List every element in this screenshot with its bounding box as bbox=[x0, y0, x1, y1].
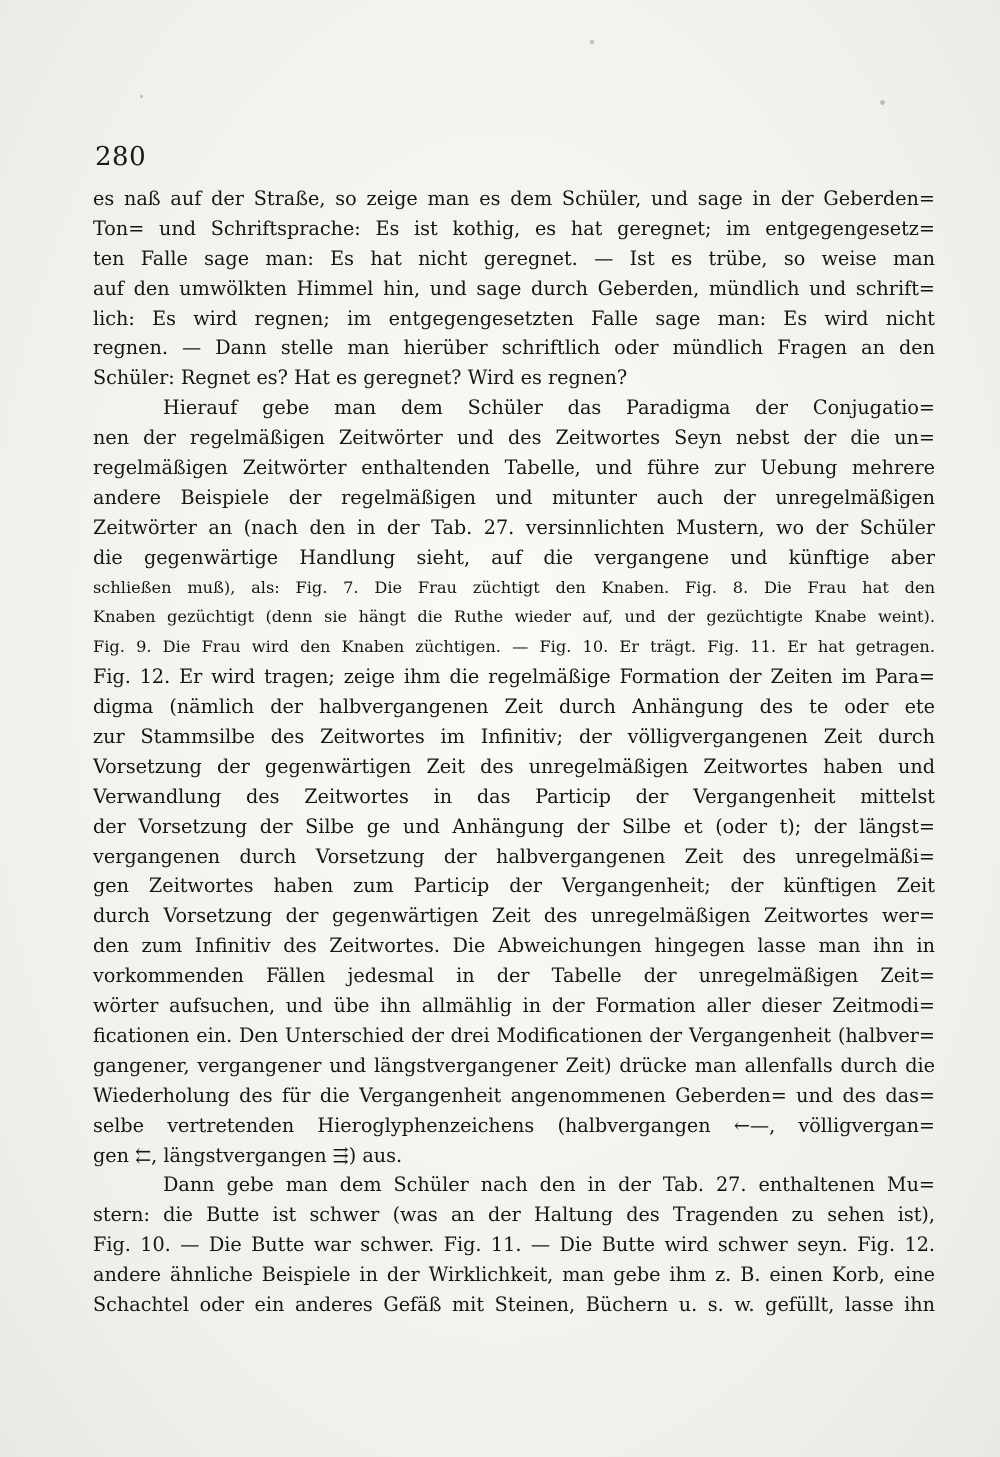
text-line: gen Zeitwortes haben zum Particip der Vergangenheit; der künftigen Zeit bbox=[93, 874, 935, 898]
text-line: den zum Infinitiv des Zeitwortes. Die Abweichungen hingegen lasse man ihn in bbox=[93, 934, 935, 958]
text-line: lich: Es wird regnen; im entgegengesetzten Falle sage man: Es wird nicht bbox=[93, 306, 935, 330]
text-line: Schüler: Regnet es? Hat es geregnet? Wird es regnen? bbox=[93, 366, 628, 390]
text-line: ten Falle sage man: Es hat nicht geregnet. — Ist es trübe, so weise man bbox=[93, 246, 935, 270]
text-line: durch Vorsetzung der gegenwärtigen Zeit des unregelmäßigen Zeitwortes wer= bbox=[93, 904, 935, 928]
text-line: Verwandlung des Zeitwortes in das Particip der Vergangenheit mittelst bbox=[93, 784, 935, 808]
text-line: vorkommenden Fällen jedesmal in der Tabelle der unregelmäßigen Zeit= bbox=[93, 964, 935, 988]
paper-speck bbox=[590, 40, 594, 44]
text-line: schließen muß), als: Fig. 7. Die Frau züchtigt den Knaben. Fig. 8. Die Frau hat den bbox=[93, 577, 935, 597]
text-line: Dann gebe man dem Schüler nach den in der Tab. 27. enthaltenen Mu= bbox=[163, 1173, 935, 1197]
text-line: Hierauf gebe man dem Schüler das Paradigma der Conjugatio= bbox=[163, 396, 935, 420]
text-line: Fig. 9. Die Frau wird den Knaben züchtigen. — Fig. 10. Er trägt. Fig. 11. Er hat getragen. bbox=[93, 637, 935, 657]
text-line: Schachtel oder ein anderes Gefäß mit Steinen, Büchern u. s. w. gefüllt, lasse ihn bbox=[93, 1292, 935, 1316]
text-line: andere ähnliche Beispiele in der Wirklichkeit, man gebe ihm z. B. einen Korb, eine bbox=[93, 1263, 935, 1287]
paper-speck bbox=[880, 100, 885, 105]
text-line: die gegenwärtige Handlung sieht, auf die vergangene und künftige aber bbox=[93, 545, 935, 569]
text-line: Zeitwörter an (nach den in der Tab. 27. versinnlichten Mustern, wo der Schüler bbox=[93, 515, 935, 539]
page-number: 280 bbox=[95, 142, 147, 172]
text-line: Wiederholung des für die Vergangenheit angenommenen Geberden= und des das= bbox=[93, 1083, 935, 1107]
text-line: Knaben gezüchtigt (denn sie hängt die Ruthe wieder auf, und der gezüchtigte Knabe weint). bbox=[93, 607, 935, 627]
text-line: der Vorsetzung der Silbe ge und Anhängung der Silbe et (oder t); der längst= bbox=[93, 814, 935, 838]
body-text bbox=[93, 184, 935, 1320]
text-line: vergangenen durch Vorsetzung der halbvergangenen Zeit des unregelmäßi= bbox=[93, 844, 935, 868]
text-line: nen der regelmäßigen Zeitwörter und des Zeitwortes Seyn nebst der die un= bbox=[93, 426, 935, 450]
text-line: wörter aufsuchen, und übe ihn allmählig in der Formation aller dieser Zeitmodi= bbox=[93, 994, 935, 1018]
text-line: gangener, vergangener und längstvergangener Zeit) drücke man allenfalls durch die bbox=[93, 1053, 935, 1077]
text-line: auf den umwölkten Himmel hin, und sage durch Geberden, mündlich und schrift= bbox=[93, 276, 935, 300]
text-line: andere Beispiele der regelmäßigen und mitunter auch der unregelmäßigen bbox=[93, 485, 935, 509]
text-line: Fig. 10. — Die Butte war schwer. Fig. 11. — Die Butte wird schwer seyn. Fig. 12. bbox=[93, 1233, 935, 1257]
text-line: regelmäßigen Zeitwörter enthaltenden Tabelle, und führe zur Uebung mehrere bbox=[93, 456, 935, 480]
text-line: gen ⇇, längstvergangen ⇶) aus. bbox=[93, 1143, 403, 1167]
text-line: zur Stammsilbe des Zeitwortes im Infinitiv; der völligvergangenen Zeit durch bbox=[93, 725, 935, 749]
text-line: regnen. — Dann stelle man hierüber schriftlich oder mündlich Fragen an den bbox=[93, 336, 935, 360]
text-line: Ton= und Schriftsprache: Es ist kothig, es hat geregnet; im entgegengesetz= bbox=[93, 216, 935, 240]
text-line: es naß auf der Straße, so zeige man es dem Schüler, und sage in der Geberden= bbox=[93, 187, 935, 210]
text-line: stern: die Butte ist schwer (was an der Haltung des Tragenden zu sehen ist), bbox=[93, 1203, 935, 1227]
text-line: selbe vertretenden Hieroglyphenzeichens (halbvergangen ←—, völligvergan= bbox=[93, 1113, 935, 1137]
paper-speck bbox=[140, 95, 143, 98]
text-line: ficationen ein. Den Unterschied der drei Modificationen der Vergangenheit (halbver= bbox=[93, 1023, 935, 1047]
text-line: Fig. 12. Er wird tragen; zeige ihm die regelmäßige Formation der Zeiten im Para= bbox=[93, 665, 935, 689]
text-line: digma (nämlich der halbvergangenen Zeit durch Anhängung des te oder ete bbox=[93, 695, 935, 719]
text-line: Vorsetzung der gegenwärtigen Zeit des unregelmäßigen Zeitwortes haben und bbox=[93, 754, 935, 778]
